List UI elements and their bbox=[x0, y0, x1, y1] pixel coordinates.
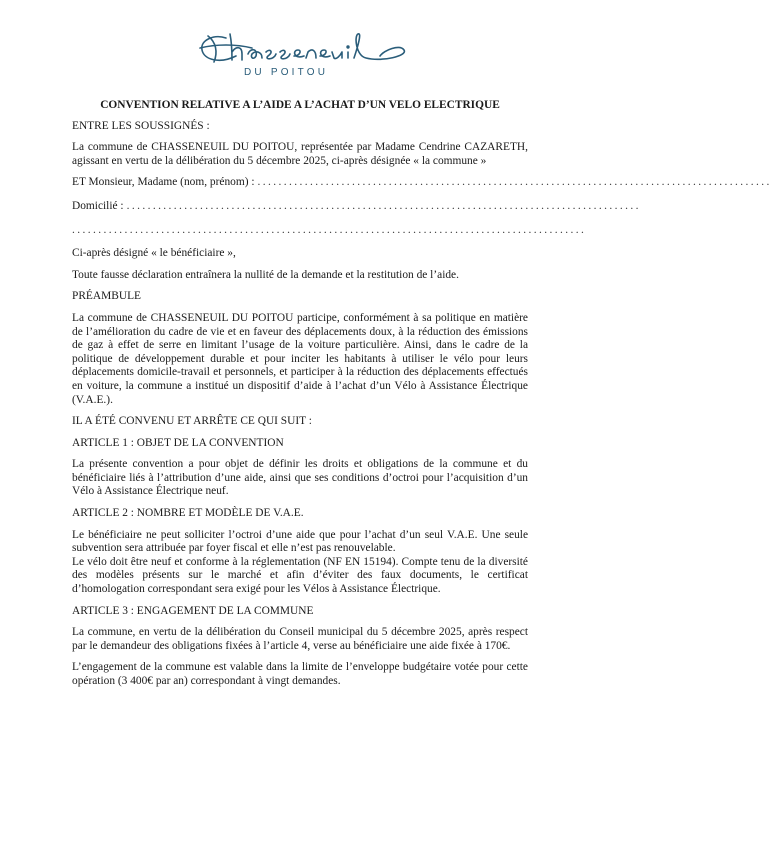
article-1 bbox=[72, 437, 528, 499]
agreed-heading: IL A ÉTÉ CONVENU ET ARRÊTE CE QUI SUIT : bbox=[72, 415, 312, 428]
preamble-heading: PRÉAMBULE bbox=[72, 290, 141, 303]
beneficiary-name-blank: .................................................................................................. bbox=[257, 176, 772, 189]
false-declaration-warning: Toute fausse déclaration entraînera la nullité de la demande et la restitution de l’aide. bbox=[72, 268, 459, 281]
article-heading: ARTICLE 2 : NOMBRE ET MODÈLE DE V.A.E. bbox=[72, 507, 304, 520]
article-paragraph: L’engagement de la commune est valable dans la limite de l’enveloppe budgétaire votée pour cette opération (3 400€ par an) correspondant à vingt demandes. bbox=[72, 661, 528, 687]
commune-party-paragraph: La commune de CHASSENEUIL DU POITOU, représentée par Madame Cendrine CAZARETH, agissant en vertu de la délibération du 5 décembre 2025, ci-après désignée « la commune » bbox=[72, 141, 528, 167]
domicile-field-continued bbox=[72, 223, 587, 238]
beneficiary-name-label: ET Monsieur, Madame (nom, prénom) : bbox=[72, 176, 255, 189]
logo-subtitle: DU POITOU bbox=[244, 67, 329, 78]
domicile-blank-line-2: .................................................................................................. bbox=[72, 223, 587, 236]
domicile-field bbox=[72, 199, 641, 214]
article-heading: ARTICLE 3 : ENGAGEMENT DE LA COMMUNE bbox=[72, 604, 314, 617]
document-title: CONVENTION RELATIVE A L’AIDE A L’ACHAT D’UN VELO ELECTRIQUE bbox=[100, 99, 500, 111]
article-3 bbox=[72, 605, 528, 689]
article-paragraph: La présente convention a pour objet de définir les droits et obligations de la commune et du bénéficiaire liés à l’attribution d’une aide, ainsi que ses conditions d’octroi pour l’acquisition d’un Vélo à Assistance Électrique neuf. bbox=[72, 458, 528, 498]
beneficiary-designation: Ci-après désigné « le bénéficiaire », bbox=[72, 247, 236, 260]
article-paragraph: La commune, en vertu de la délibération du Conseil municipal du 5 décembre 2025, après respect par le demandeur des obligations fixées à l’article 4, verse au bénéficiaire une aide fixée à 170€. bbox=[72, 626, 528, 652]
article-paragraph: Le vélo doit être neuf et conforme à la réglementation (NF EN 15194). Compte tenu de la diversité des modèles présents sur le marché et afin d’éviter des faux documents, le certificat d’homologation correspondant sera exigé pour les Vélos à Assistance Électrique. bbox=[72, 555, 528, 596]
domicile-label: Domicilié : bbox=[72, 199, 124, 212]
beneficiary-name-field bbox=[72, 176, 772, 190]
article-paragraph: Le bénéficiaire ne peut solliciter l’octroi d’une aide que pour l’achat d’un seul V.A.E. Une seule subvention sera attribuée par foyer fiscal et elle n’est pas renouvelable. bbox=[72, 528, 528, 555]
document-body bbox=[72, 99, 772, 697]
between-heading: ENTRE LES SOUSSIGNÉS : bbox=[72, 119, 210, 132]
article-heading: ARTICLE 1 : OBJET DE LA CONVENTION bbox=[72, 436, 284, 449]
preamble-paragraph: La commune de CHASSENEUIL DU POITOU participe, conformément à sa politique en matière de l’amélioration du cadre de vie et en faveur des déplacements doux, à la réduction des émissions de gaz à effet de serre en limitant l’usage de la voiture particulière. Ainsi, dans le cadre de la politique de développement durable et pour inciter les habitants à utiliser le vélo pour leurs déplacements domicile-travail et personnels, et participer à la réduction des déplacements effectués en voiture, la commune a institué un dispositif d’aide à l’achat d’un Vélo à Assistance Électrique (V.A.E.). bbox=[72, 311, 528, 406]
domicile-blank: .................................................................................................. bbox=[126, 199, 641, 212]
article-2 bbox=[72, 507, 528, 597]
